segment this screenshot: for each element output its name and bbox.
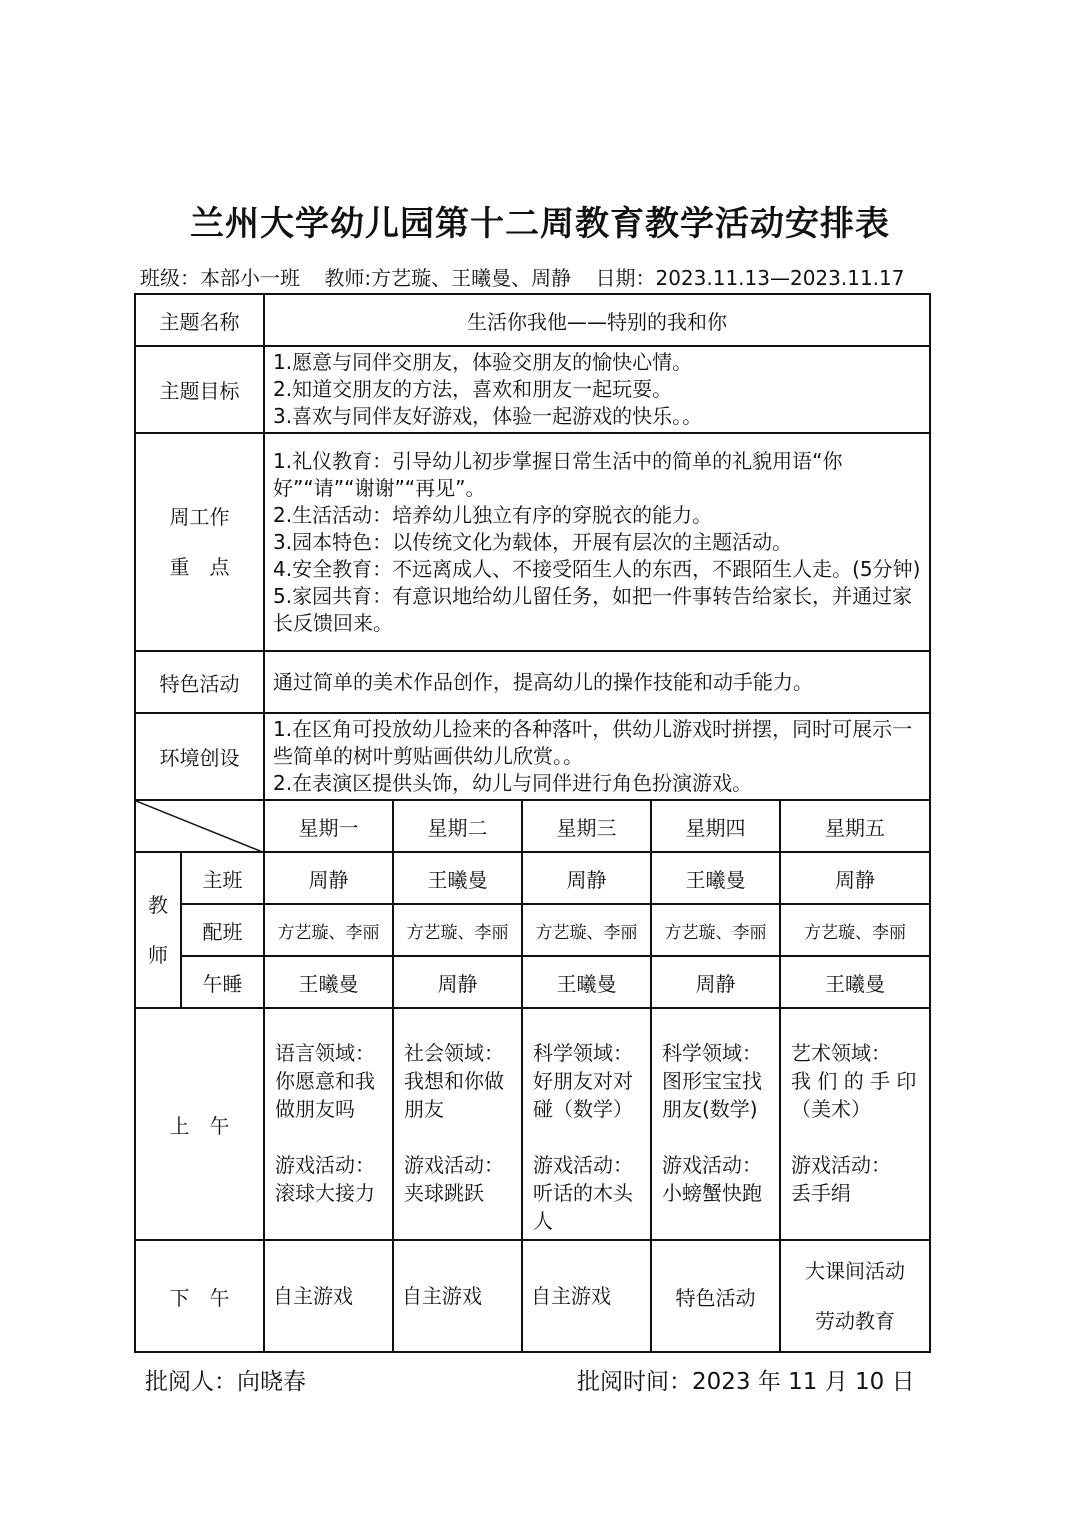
teacher-row-main xyxy=(135,852,930,904)
day-header: 星期五 xyxy=(780,800,930,852)
page-title: 兰州大学幼儿园第十二周教育教学活动安排表 xyxy=(190,204,890,244)
teacher-row-assist xyxy=(135,904,930,956)
schedule-table xyxy=(134,293,931,1353)
diagonal-header-cell xyxy=(135,800,264,852)
teacher-cell: 王曦曼 xyxy=(393,852,522,904)
day-header: 星期三 xyxy=(522,800,651,852)
reviewer: 批阅人：向晓春 xyxy=(145,1369,306,1395)
special-activity-text: 通过简单的美术作品创作，提高幼儿的操作技能和动手能力。 xyxy=(264,651,930,713)
class-info: 班级：本部小一班 xyxy=(140,266,300,290)
teacher-cell: 周静 xyxy=(264,852,393,904)
focus-item: 4.安全教育：不远离成人、不接受陌生人的东西，不跟陌生人走。(5分钟) xyxy=(273,556,921,581)
teacher-cell: 王曦曼 xyxy=(651,852,780,904)
special-activity-label: 特色活动 xyxy=(135,651,264,713)
theme-name: 生活你我他——特别的我和你 xyxy=(264,294,930,346)
day-header: 星期一 xyxy=(264,800,393,852)
goal-item: 2.知道交朋友的方法，喜欢和朋友一起玩耍。 xyxy=(273,377,673,401)
theme-name-label: 主题名称 xyxy=(135,294,264,346)
environment-label: 环境创设 xyxy=(135,713,264,800)
theme-name-row xyxy=(135,294,930,346)
role-label: 配班 xyxy=(181,904,264,956)
environment-row xyxy=(135,713,930,800)
teacher-cell: 王曦曼 xyxy=(780,956,930,1008)
theme-goals xyxy=(264,346,930,433)
teacher-cell: 周静 xyxy=(522,852,651,904)
diagonal-line xyxy=(136,801,265,853)
role-label: 午睡 xyxy=(181,956,264,1008)
theme-goal-row xyxy=(135,346,930,433)
review-time: 批阅时间：2023 年 11 月 10 日 xyxy=(577,1369,915,1395)
teacher-cell: 周静 xyxy=(780,852,930,904)
teacher-cell: 王曦曼 xyxy=(264,956,393,1008)
environment-item: 1.在区角可投放幼儿捡来的各种落叶，供幼儿游戏时拼摆，同时可展示一些简单的树叶剪贴画供幼儿欣赏。。 xyxy=(273,717,913,768)
teacher-info: 教师:方艺璇、王曦曼、周静 xyxy=(324,266,572,290)
weekly-focus-row xyxy=(135,433,930,651)
afternoon-row xyxy=(135,1240,930,1352)
teacher-cell: 王曦曼 xyxy=(522,956,651,1008)
days-header-row xyxy=(135,800,930,852)
special-activity-row xyxy=(135,651,930,713)
morning-cell: 艺术领域： 我 们 的 手 印（美术） 游戏活动： 丢手绢 xyxy=(780,1008,930,1240)
afternoon-cell: 自主游戏 xyxy=(393,1240,522,1352)
environment-item: 2.在表演区提供头饰，幼儿与同伴进行角色扮演游戏。 xyxy=(273,771,753,795)
day-header: 星期二 xyxy=(393,800,522,852)
morning-cell: 社会领域： 我想和你做朋友 游戏活动： 夹球跳跃 xyxy=(393,1008,522,1240)
morning-label: 上 午 xyxy=(135,1008,264,1240)
date-info: 日期：2023.11.13—2023.11.17 xyxy=(595,266,905,290)
weekly-focus-label: 周工作 重 点 xyxy=(135,433,264,651)
teacher-cell: 方艺璇、李丽 xyxy=(522,904,651,956)
teacher-cell: 方艺璇、李丽 xyxy=(393,904,522,956)
meta-line xyxy=(140,262,940,291)
focus-item: 3.园本特色：以传统文化为载体，开展有层次的主题活动。 xyxy=(273,529,793,554)
theme-goal-label: 主题目标 xyxy=(135,346,264,433)
afternoon-cell: 特色活动 xyxy=(651,1240,780,1352)
afternoon-cell: 自主游戏 xyxy=(522,1240,651,1352)
focus-item: 2.生活活动：培养幼儿独立有序的穿脱衣的能力。 xyxy=(273,502,713,527)
role-label: 主班 xyxy=(181,852,264,904)
morning-cell: 科学领域： 图形宝宝找朋友(数学) 游戏活动： 小螃蟹快跑 xyxy=(651,1008,780,1240)
afternoon-label: 下 午 xyxy=(135,1240,264,1352)
teacher-cell: 方艺璇、李丽 xyxy=(651,904,780,956)
environment-items xyxy=(264,713,930,800)
teacher-cell: 方艺璇、李丽 xyxy=(780,904,930,956)
goal-item: 1.愿意与同伴交朋友，体验交朋友的愉快心情。 xyxy=(273,350,693,374)
afternoon-cell-friday: 大课间活动 劳动教育 xyxy=(780,1240,930,1352)
afternoon-cell: 自主游戏 xyxy=(264,1240,393,1352)
morning-cell: 科学领域： 好朋友对对碰（数学） 游戏活动： 听话的木头人 xyxy=(522,1008,651,1240)
focus-item: 5.家园共育：有意识地给幼儿留任务，如把一件事转告给家长，并通过家长反馈回来。 xyxy=(273,583,913,635)
weekly-focus-items xyxy=(264,433,930,651)
teacher-block-label: 教 师 xyxy=(135,852,181,1008)
teacher-row-nap xyxy=(135,956,930,1008)
morning-cell: 语言领域： 你愿意和我做朋友吗 游戏活动： 滚球大接力 xyxy=(264,1008,393,1240)
focus-item: 1.礼仪教育：引导幼儿初步掌握日常生活中的简单的礼貌用语“你好”“请”“谢谢”“再见”。 xyxy=(273,448,843,500)
teacher-cell: 方艺璇、李丽 xyxy=(264,904,393,956)
goal-item: 3.喜欢与同伴友好游戏，体验一起游戏的快乐。。 xyxy=(273,404,703,428)
morning-row xyxy=(135,1008,930,1240)
day-header: 星期四 xyxy=(651,800,780,852)
teacher-cell: 周静 xyxy=(651,956,780,1008)
teacher-cell: 周静 xyxy=(393,956,522,1008)
